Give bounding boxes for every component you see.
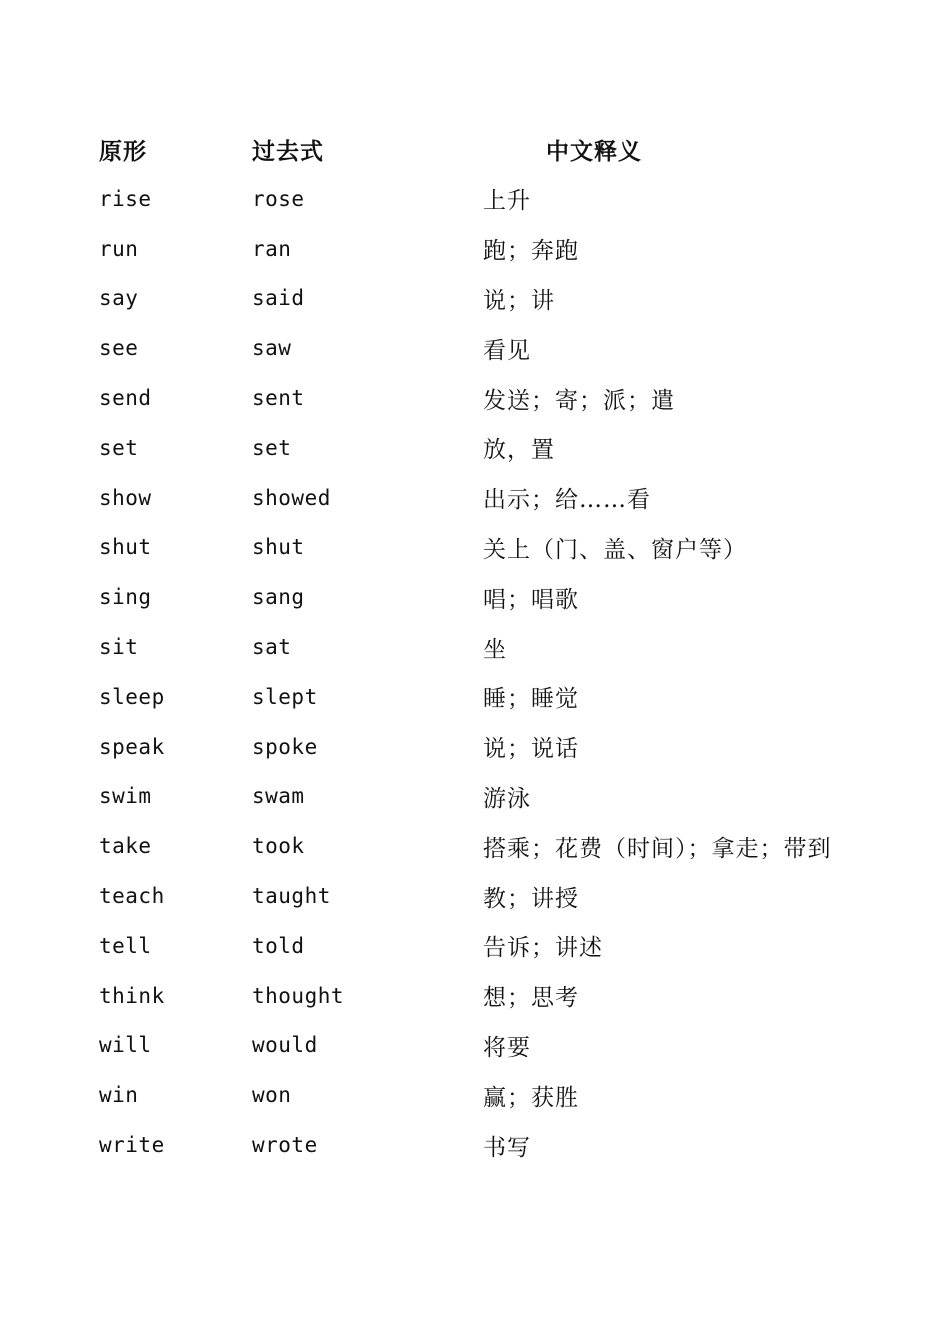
- meaning-cell: 跑；奔跑: [483, 238, 579, 265]
- base-form-cell: win: [99, 1083, 139, 1108]
- table-row: [99, 274, 899, 324]
- meaning-cell: 睡；睡觉: [483, 686, 579, 713]
- past-tense-cell: thought: [252, 983, 345, 1008]
- meaning-cell: 搭乘；花费（时间）；拿走；带到: [483, 835, 832, 862]
- table-row: [99, 1021, 899, 1071]
- base-form-cell: send: [99, 386, 152, 411]
- past-tense-cell: took: [252, 834, 305, 859]
- table-row: [99, 473, 899, 523]
- past-tense-cell: said: [252, 286, 305, 311]
- meaning-cell: 看见: [483, 337, 531, 364]
- past-tense-cell: sang: [252, 585, 305, 610]
- meaning-cell: 赢；获胜: [483, 1084, 579, 1111]
- table-row: [99, 523, 899, 573]
- base-form-cell: say: [99, 286, 139, 311]
- base-form-cell: write: [99, 1133, 165, 1158]
- table-row: [99, 224, 899, 274]
- base-form-cell: sleep: [99, 684, 165, 709]
- base-form-cell: sit: [99, 635, 139, 660]
- base-form-cell: sing: [99, 585, 152, 610]
- table-row: [99, 323, 899, 373]
- table-row: [99, 772, 899, 822]
- past-tense-cell: rose: [252, 186, 305, 211]
- header-meaning: 中文释义: [546, 138, 642, 165]
- vocabulary-table: [99, 124, 899, 1170]
- past-tense-cell: would: [252, 1033, 318, 1058]
- past-tense-cell: sent: [252, 386, 305, 411]
- past-tense-cell: showed: [252, 485, 331, 510]
- table-row: [99, 821, 899, 871]
- table-row: [99, 622, 899, 672]
- table-row: [99, 1120, 899, 1170]
- table-row: [99, 921, 899, 971]
- table-row: [99, 174, 899, 224]
- meaning-cell: 告诉；讲述: [483, 935, 603, 962]
- table-row: [99, 1070, 899, 1120]
- base-form-cell: teach: [99, 884, 165, 909]
- base-form-cell: shut: [99, 535, 152, 560]
- base-form-cell: see: [99, 336, 139, 361]
- meaning-cell: 关上（门、盖、窗户等）: [483, 536, 747, 563]
- past-tense-cell: set: [252, 435, 292, 460]
- base-form-cell: speak: [99, 734, 165, 759]
- meaning-cell: 说；说话: [483, 736, 579, 763]
- past-tense-cell: shut: [252, 535, 305, 560]
- base-form-cell: take: [99, 834, 152, 859]
- past-tense-cell: ran: [252, 236, 292, 261]
- table-row: [99, 722, 899, 772]
- meaning-cell: 游泳: [483, 785, 531, 812]
- past-tense-cell: taught: [252, 884, 331, 909]
- meaning-cell: 出示；给……看: [483, 487, 651, 514]
- meaning-cell: 放，置: [483, 437, 555, 464]
- meaning-cell: 将要: [483, 1034, 531, 1061]
- table-row: [99, 373, 899, 423]
- meaning-cell: 发送；寄；派；遣: [483, 387, 675, 414]
- base-form-cell: rise: [99, 186, 152, 211]
- base-form-cell: will: [99, 1033, 152, 1058]
- base-form-cell: show: [99, 485, 152, 510]
- table-row: [99, 871, 899, 921]
- past-tense-cell: swam: [252, 784, 305, 809]
- header-past-tense: 过去式: [252, 138, 324, 165]
- past-tense-cell: won: [252, 1083, 292, 1108]
- past-tense-cell: told: [252, 933, 305, 958]
- table-row: [99, 672, 899, 722]
- header-base-form: 原形: [99, 138, 147, 165]
- table-header: [99, 124, 899, 174]
- meaning-cell: 教；讲授: [483, 885, 579, 912]
- meaning-cell: 说；讲: [483, 287, 555, 314]
- meaning-cell: 坐: [483, 636, 507, 663]
- past-tense-cell: spoke: [252, 734, 318, 759]
- base-form-cell: tell: [99, 933, 152, 958]
- table-row: [99, 423, 899, 473]
- base-form-cell: run: [99, 236, 139, 261]
- table-row: [99, 971, 899, 1021]
- meaning-cell: 上升: [483, 188, 531, 215]
- past-tense-cell: slept: [252, 684, 318, 709]
- meaning-cell: 想；思考: [483, 985, 579, 1012]
- past-tense-cell: sat: [252, 635, 292, 660]
- meaning-cell: 书写: [483, 1134, 531, 1161]
- base-form-cell: set: [99, 435, 139, 460]
- meaning-cell: 唱；唱歌: [483, 586, 579, 613]
- table-body: [99, 174, 899, 1170]
- base-form-cell: think: [99, 983, 165, 1008]
- past-tense-cell: saw: [252, 336, 292, 361]
- base-form-cell: swim: [99, 784, 152, 809]
- table-row: [99, 572, 899, 622]
- past-tense-cell: wrote: [252, 1133, 318, 1158]
